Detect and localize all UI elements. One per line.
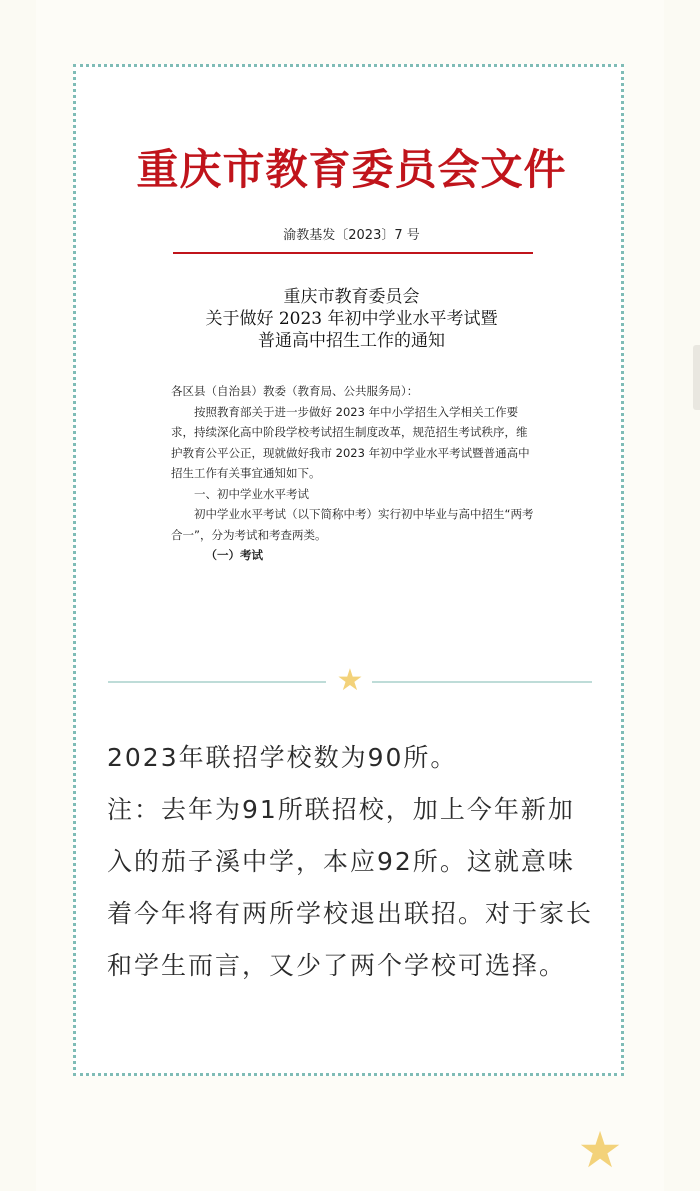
document-number: 渝教基发〔2023〕7 号 (283, 228, 420, 243)
document-body (171, 381, 537, 566)
section-heading: 一、初中学业水平考试 (194, 486, 309, 501)
commentary-text (107, 732, 593, 992)
salutation: 各区县（自治县）教委（教育局、公共服务局）： (171, 384, 419, 398)
document-header: 重庆市教育委员会文件 (136, 145, 567, 194)
red-divider (173, 252, 533, 254)
title-line: 重庆市教育委员会 (283, 287, 420, 307)
divider-line-left (108, 681, 326, 683)
title-line: 普通高中招生工作的通知 (258, 331, 445, 351)
body-paragraph: 初中学业水平考试（以下简称中考）实行初中毕业与高中招生“两考合一”，分为考试和考查两类。 (171, 507, 534, 542)
side-tab (693, 345, 700, 410)
commentary-line: 2023年联招学校数为90所。 (107, 743, 458, 772)
star-icon: ★ (336, 663, 364, 698)
title-line: 关于做好 2023 年初中学业水平考试暨 (205, 309, 498, 329)
divider-line-right (372, 681, 592, 683)
document-title (76, 286, 627, 352)
body-paragraph: 按照教育部关于进一步做好 2023 年中小学招生入学相关工作要求，持续深化高中阶段学校考试招生制度改革，规范招生考试秩序，维护教育公平公正，现就做好我市 2023 年初中学业水平考试暨普通高中招生工作有关事宜通知如下。 (171, 404, 530, 480)
star-icon: ★ (577, 1121, 623, 1179)
subsection-heading: （一）考试 (205, 548, 263, 562)
commentary-note: 注：去年为91所联招校，加上今年新加入的茄子溪中学，本应92所。这就意味着今年将有两所学校退出联招。对于家长和学生而言，又少了两个学校可选择。 (107, 795, 594, 980)
